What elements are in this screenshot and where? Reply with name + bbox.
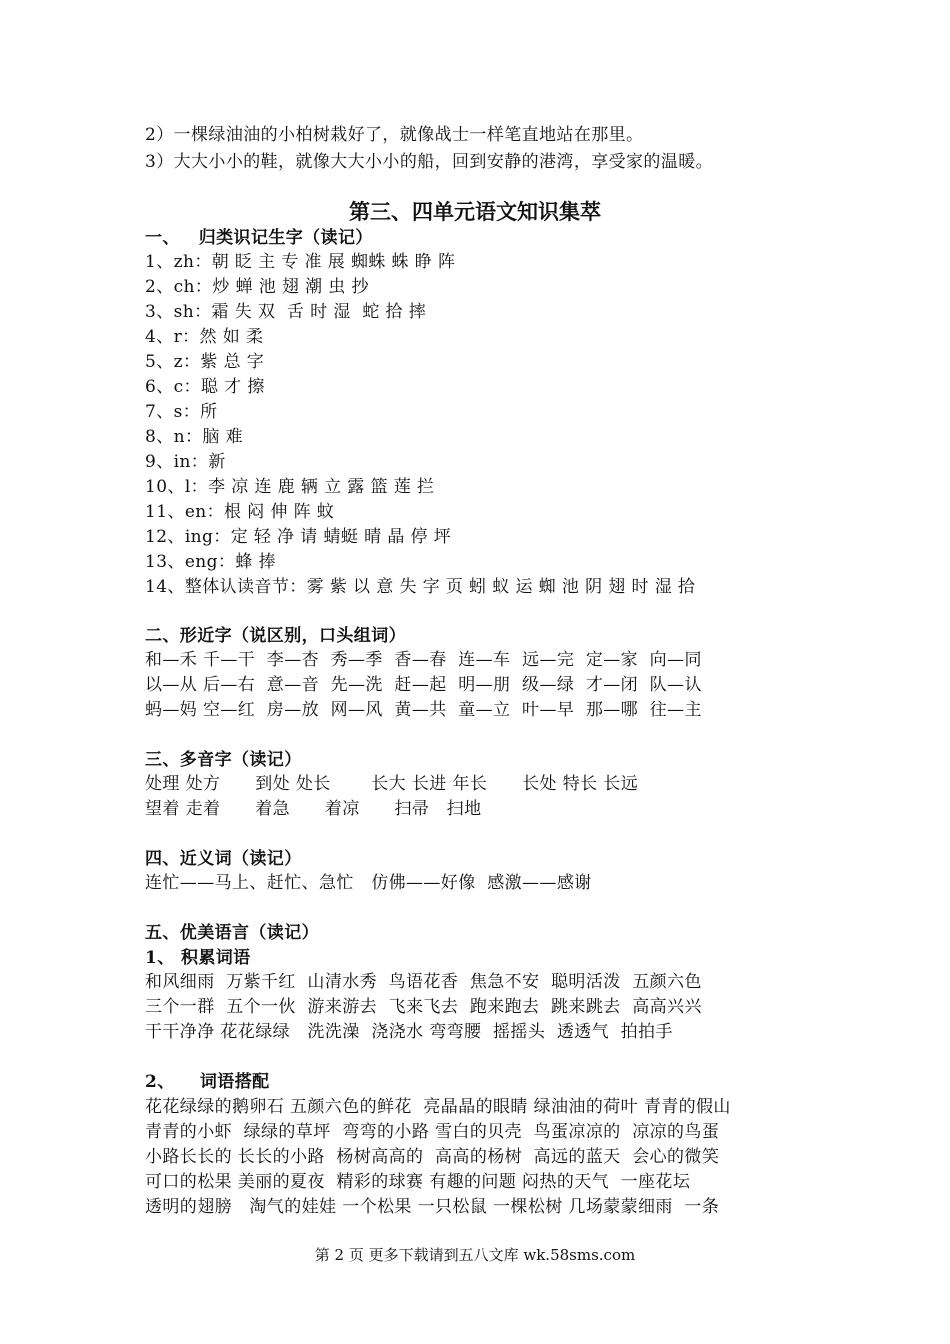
- section1-item: 8、n：脑 难: [145, 427, 243, 447]
- intro-line-1: 2）一棵绿油油的小柏树栽好了，就像战士一样笔直地站在那里。: [145, 125, 644, 145]
- section1-item: 13、eng：蜂 捧: [145, 552, 276, 572]
- section5-heading: 五、优美语言（读记）: [145, 923, 319, 943]
- section5-sub1-row: 干干净净 花花绿绿 洗洗澡 浇浇水 弯弯腰 摇摇头 透透气 拍拍手: [145, 1022, 673, 1042]
- intro-line-2: 3）大大小小的鞋，就像大大小小的船，回到安静的港湾，享受家的温暖。: [145, 152, 714, 172]
- section3-row: 处理 处方 到处 处长 长大 长进 年长 长处 特长 长远: [145, 774, 639, 794]
- section1-item: 6、c：聪 才 擦: [145, 377, 265, 397]
- section1-item: 10、l：李 凉 连 鹿 辆 立 露 篮 莲 拦: [145, 477, 435, 497]
- section2-row: 以—从 后—右 意—音 先—洗 赶—起 明—朋 级—绿 才—闭 队—认: [145, 675, 702, 695]
- section1-item: 1、zh：朝 眨 主 专 准 展 蜘蛛 蛛 睁 阵: [145, 252, 456, 272]
- section4-row: 连忙——马上、赶忙、急忙 仿佛——好像 感激——感谢: [145, 873, 592, 893]
- section4-heading: 四、近义词（读记）: [145, 849, 302, 869]
- section5-sub2-row: 小路长长的 长长的小路 杨树高高的 高高的杨树 高远的蓝天 会心的微笑: [145, 1147, 720, 1167]
- section3-heading: 三、多音字（读记）: [145, 750, 302, 770]
- page-title: 第三、四单元语文知识集萃: [349, 199, 601, 224]
- section1-item: 12、ing：定 轻 净 请 蜻蜓 晴 晶 停 坪: [145, 527, 452, 547]
- section5-sub2-row: 可口的松果 美丽的夏夜 精彩的球赛 有趣的问题 闷热的天气 一座花坛: [145, 1172, 691, 1192]
- section3-row: 望着 走着 着急 着凉 扫帚 扫地: [145, 799, 482, 819]
- section1-item: 9、in：新: [145, 452, 226, 472]
- section5-sub2-row: 花花绿绿的鹅卵石 五颜六色的鲜花 亮晶晶的眼睛 绿油油的荷叶 青青的假山: [145, 1097, 731, 1117]
- section1-item: 3、sh：霜 失 双 舌 时 湿 蛇 拾 摔: [145, 302, 427, 322]
- section2-row: 蚂—妈 空—红 房—放 网—风 黄—共 童—立 叶—早 那—哪 往—主: [145, 700, 702, 720]
- section5-sub2-heading: 2、 词语搭配: [145, 1072, 270, 1092]
- section5-sub1-row: 和风细雨 万紫千红 山清水秀 鸟语花香 焦急不安 聪明活泼 五颜六色: [145, 972, 702, 992]
- section5-sub1-row: 三个一群 五个一伙 游来游去 飞来飞去 跑来跑去 跳来跳去 高高兴兴: [145, 997, 702, 1017]
- section2-heading: 二、形近字（说区别，口头组词）: [145, 626, 406, 646]
- section1-heading: 一、 归类识记生字（读记）: [145, 228, 373, 248]
- section1-item: 4、r：然 如 柔: [145, 327, 264, 347]
- section2-row: 和—禾 千—干 李—杏 秀—季 香—春 连—车 远—完 定—家 向—同: [145, 650, 702, 670]
- section1-item: 7、s：所: [145, 402, 218, 422]
- section5-sub1-heading: 1、 积累词语: [145, 948, 251, 968]
- page-footer: 第 2 页 更多下载请到五八文库 wk.58sms.com: [314, 1246, 636, 1264]
- section5-sub2-row: 青青的小虾 绿绿的草坪 弯弯的小路 雪白的贝壳 鸟蛋凉凉的 凉凉的鸟蛋: [145, 1122, 720, 1142]
- section1-item: 5、z：紫 总 字: [145, 352, 265, 372]
- section1-item: 14、整体认读音节：雾 紫 以 意 失 字 页 蚓 蚁 运 蜘 池 阴 翅 时 湿 拾: [145, 577, 696, 597]
- section1-item: 2、ch：炒 蝉 池 翅 潮 虫 抄: [145, 277, 369, 297]
- section1-item: 11、en：根 闷 伸 阵 蚊: [145, 502, 335, 522]
- section5-sub2-row: 透明的翅膀 淘气的娃娃 一个松果 一只松鼠 一棵松树 几场蒙蒙细雨 一条: [145, 1197, 720, 1217]
